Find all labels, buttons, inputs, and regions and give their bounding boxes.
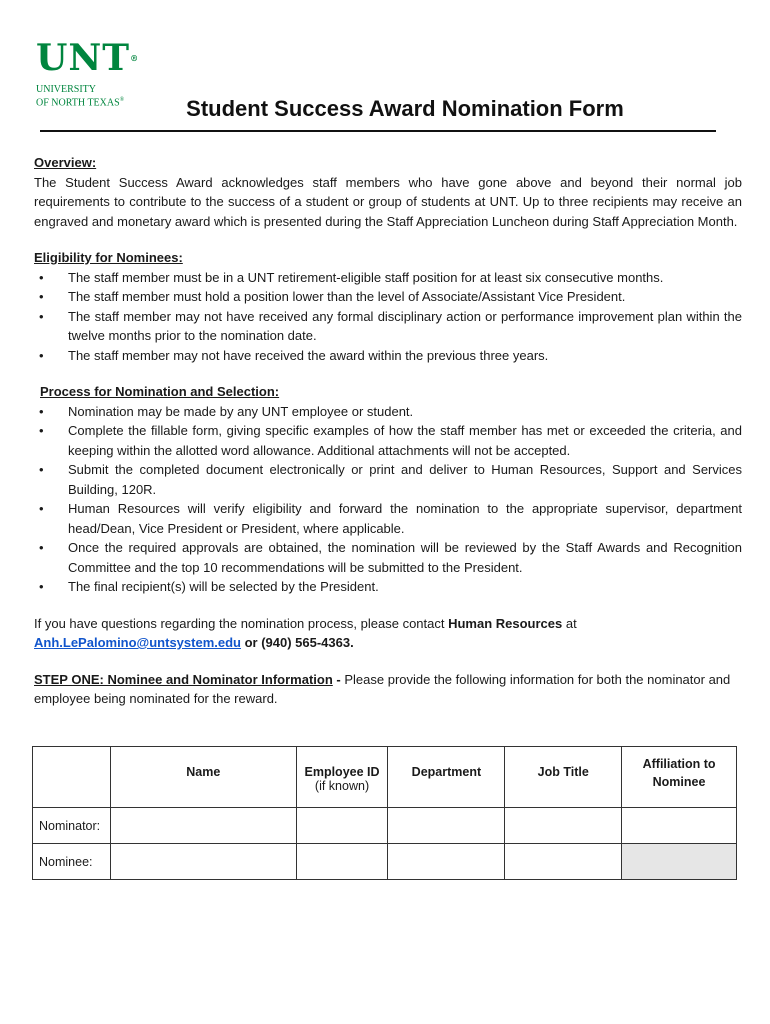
table-row bbox=[33, 844, 737, 880]
nomination-info-table bbox=[32, 746, 737, 880]
list-item: • Submit the completed document electronically or print and deliver to Human Resources, Support and Services Building, 120R. bbox=[39, 462, 742, 497]
nominator-affiliation-field[interactable] bbox=[622, 808, 737, 844]
bullet-icon: • bbox=[39, 462, 44, 477]
list-item: • The staff member must hold a position lower than the level of Associate/Assistant Vice President. bbox=[34, 287, 742, 307]
bullet-icon: • bbox=[39, 423, 44, 438]
step-one-text: STEP ONE: Nominee and Nominator Information - Please provide the following information for both the nominator and employee being nominated for the reward. bbox=[34, 671, 731, 706]
row-label-nominator: Nominator: bbox=[33, 808, 111, 844]
nominee-name-field[interactable] bbox=[110, 844, 296, 880]
unt-logo-subtitle: UNIVERSITY OF NORTH TEXAS® bbox=[36, 84, 125, 109]
contact-org: Human Resources bbox=[448, 615, 563, 631]
bullet-icon: • bbox=[39, 579, 44, 594]
header-affiliation: Affiliation to Nominee bbox=[622, 747, 737, 808]
nominee-department-field[interactable] bbox=[388, 844, 505, 880]
step-one-label: STEP ONE: Nominee and Nominator Information bbox=[34, 671, 333, 687]
overview-text: The Student Success Award acknowledges staff members who have gone above and beyond their normal job requirements to contribute to the success of a student or group of students at UNT. Up to three recipients may receive an engraved and monetary award which is presented during the Staff Appreciation Luncheon during Staff Appreciation Month. bbox=[34, 174, 742, 229]
bullet-icon: • bbox=[39, 308, 44, 324]
nominator-job-title-field[interactable] bbox=[505, 808, 622, 844]
list-item: • Once the required approvals are obtained, the nomination will be reviewed by the Staff Awards and Recognition Committee and the top 10 recommendations will be submitted to the President. bbox=[39, 540, 742, 575]
table-header-row bbox=[33, 747, 737, 808]
title-divider bbox=[40, 130, 716, 132]
bullet-icon: • bbox=[39, 347, 44, 363]
bullet-icon: • bbox=[39, 289, 44, 304]
nominator-department-field[interactable] bbox=[388, 808, 505, 844]
header-employee-id: Employee ID (if known) bbox=[296, 747, 388, 808]
contact-text: If you have questions regarding the nomination process, please contact Human Resources at Anh.LePalomino@untsystem.edu or (940) 565-4363. bbox=[34, 615, 577, 650]
process-list bbox=[34, 402, 742, 597]
bullet-icon: • bbox=[39, 269, 44, 285]
contact-phone: or (940) 565-4363. bbox=[240, 635, 354, 650]
overview-heading: Overview: bbox=[34, 155, 97, 170]
nominator-employee-id-field[interactable] bbox=[296, 808, 388, 844]
bullet-icon: • bbox=[39, 540, 44, 555]
form-content bbox=[34, 153, 742, 709]
nominator-name-field[interactable] bbox=[110, 808, 296, 844]
list-item: • Complete the fillable form, giving specific examples of how the staff member has met or exceeded the criteria, and keeping within the allotted word allowance. Additional attachments will not be accepted. bbox=[39, 423, 742, 458]
header-department: Department bbox=[388, 747, 505, 808]
process-heading: Process for Nomination and Selection: bbox=[40, 384, 280, 399]
list-item: • The staff member must be in a UNT retirement-eligible staff position for at least six consecutive months. bbox=[34, 268, 742, 288]
bullet-icon: • bbox=[39, 501, 44, 516]
page-title: Student Success Award Nomination Form bbox=[186, 96, 624, 121]
list-item: • The final recipient(s) will be selected by the President. bbox=[34, 577, 742, 597]
list-item: • Human Resources will verify eligibility and forward the nomination to the appropriate supervisor, department head/Dean, Vice President or President, where applicable. bbox=[39, 501, 742, 536]
table-row bbox=[33, 808, 737, 844]
unt-logo-mark: UNT® bbox=[36, 37, 139, 79]
eligibility-list bbox=[34, 268, 742, 366]
nominee-employee-id-field[interactable] bbox=[296, 844, 388, 880]
list-item: • The staff member may not have received the award within the previous three years. bbox=[34, 346, 742, 366]
row-label-nominee: Nominee: bbox=[33, 844, 111, 880]
header-blank bbox=[33, 747, 111, 808]
list-item: • The staff member may not have received any formal disciplinary action or performance improvement plan within the twelve months prior to the nomination date. bbox=[39, 308, 742, 343]
nominee-affiliation-disabled bbox=[622, 844, 737, 880]
contact-email-link[interactable]: Anh.LePalomino@untsystem.edu bbox=[34, 635, 241, 650]
bullet-icon: • bbox=[39, 403, 44, 419]
nominee-job-title-field[interactable] bbox=[505, 844, 622, 880]
eligibility-heading: Eligibility for Nominees: bbox=[34, 250, 183, 265]
list-item: • Nomination may be made by any UNT employee or student. bbox=[34, 402, 742, 422]
header-name: Name bbox=[110, 747, 296, 808]
header-job-title: Job Title bbox=[505, 747, 622, 808]
